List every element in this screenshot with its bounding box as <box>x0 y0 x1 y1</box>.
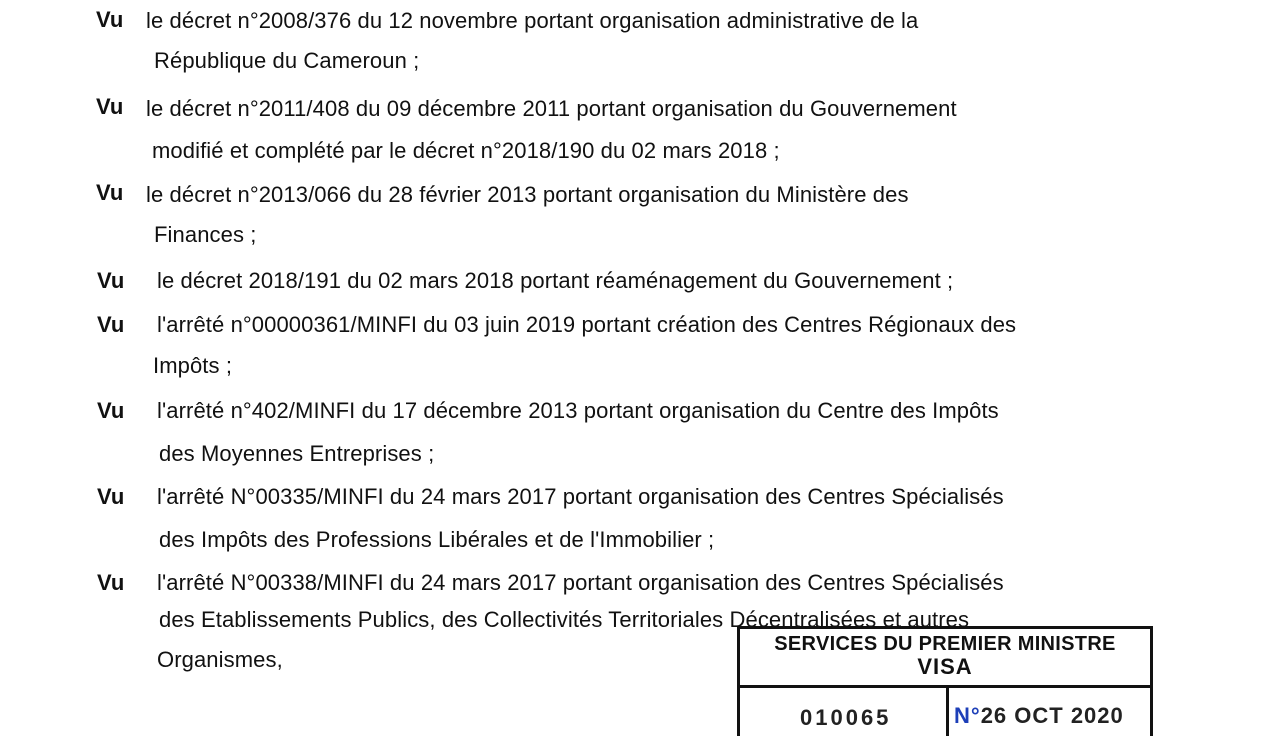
stamp-date-value: 26 OCT 2020 <box>980 703 1124 728</box>
item-8-line-3: Organismes, <box>157 647 283 672</box>
vu-label: Vu <box>97 484 125 509</box>
item-5-line-1: l'arrêté n°00000361/MINFI du 03 juin 2019 portant création des Centres Régionaux des <box>157 312 1017 337</box>
vu-label: Vu <box>96 94 124 119</box>
item-3-line-2: Finances ; <box>154 222 257 247</box>
stamp-divider <box>740 685 1150 688</box>
stamp-title: SERVICES DU PREMIER MINISTRE <box>774 633 1116 655</box>
item-1-line-2: République du Cameroun ; <box>154 48 420 73</box>
stamp-date-prefix: N° <box>954 703 981 728</box>
item-2-line-2: modifié et complété par le décret n°2018/190 du 02 mars 2018 ; <box>152 138 780 163</box>
vu-label: Vu <box>96 180 124 205</box>
stamp-column-divider <box>946 685 949 736</box>
vu-label: Vu <box>97 398 125 423</box>
vu-label: Vu <box>97 570 125 595</box>
item-6-line-1: l'arrêté n°402/MINFI du 17 décembre 2013 portant organisation du Centre des Impôts <box>157 398 999 423</box>
item-6-line-2: des Moyennes Entreprises ; <box>159 441 435 466</box>
item-1-line-1: le décret n°2008/376 du 12 novembre portant organisation administrative de la <box>146 8 919 33</box>
item-7-line-2: des Impôts des Professions Libérales et de l'Immobilier ; <box>159 527 715 552</box>
vu-label: Vu <box>97 312 125 337</box>
stamp-visa: VISA <box>917 654 973 679</box>
item-7-line-1: l'arrêté N°00335/MINFI du 24 mars 2017 portant organisation des Centres Spécialisés <box>157 484 1004 509</box>
item-5-line-2: Impôts ; <box>153 353 233 378</box>
item-4-line-1: le décret 2018/191 du 02 mars 2018 portant réaménagement du Gouvernement ; <box>157 268 954 293</box>
stamp-date <box>954 703 1124 729</box>
item-3-line-1: le décret n°2013/066 du 28 février 2013 portant organisation du Ministère des <box>146 182 909 207</box>
item-2-line-1: le décret n°2011/408 du 09 décembre 2011 portant organisation du Gouvernement <box>146 96 957 121</box>
vu-label: Vu <box>96 7 124 32</box>
vu-label: Vu <box>97 268 125 293</box>
stamp-number: 010065 <box>800 705 892 730</box>
item-8-line-2: des Etablissements Publics, des Collectivités Territoriales Décentralisées et autres <box>159 607 970 632</box>
item-8-line-1: l'arrêté N°00338/MINFI du 24 mars 2017 portant organisation des Centres Spécialisés <box>157 570 1004 595</box>
